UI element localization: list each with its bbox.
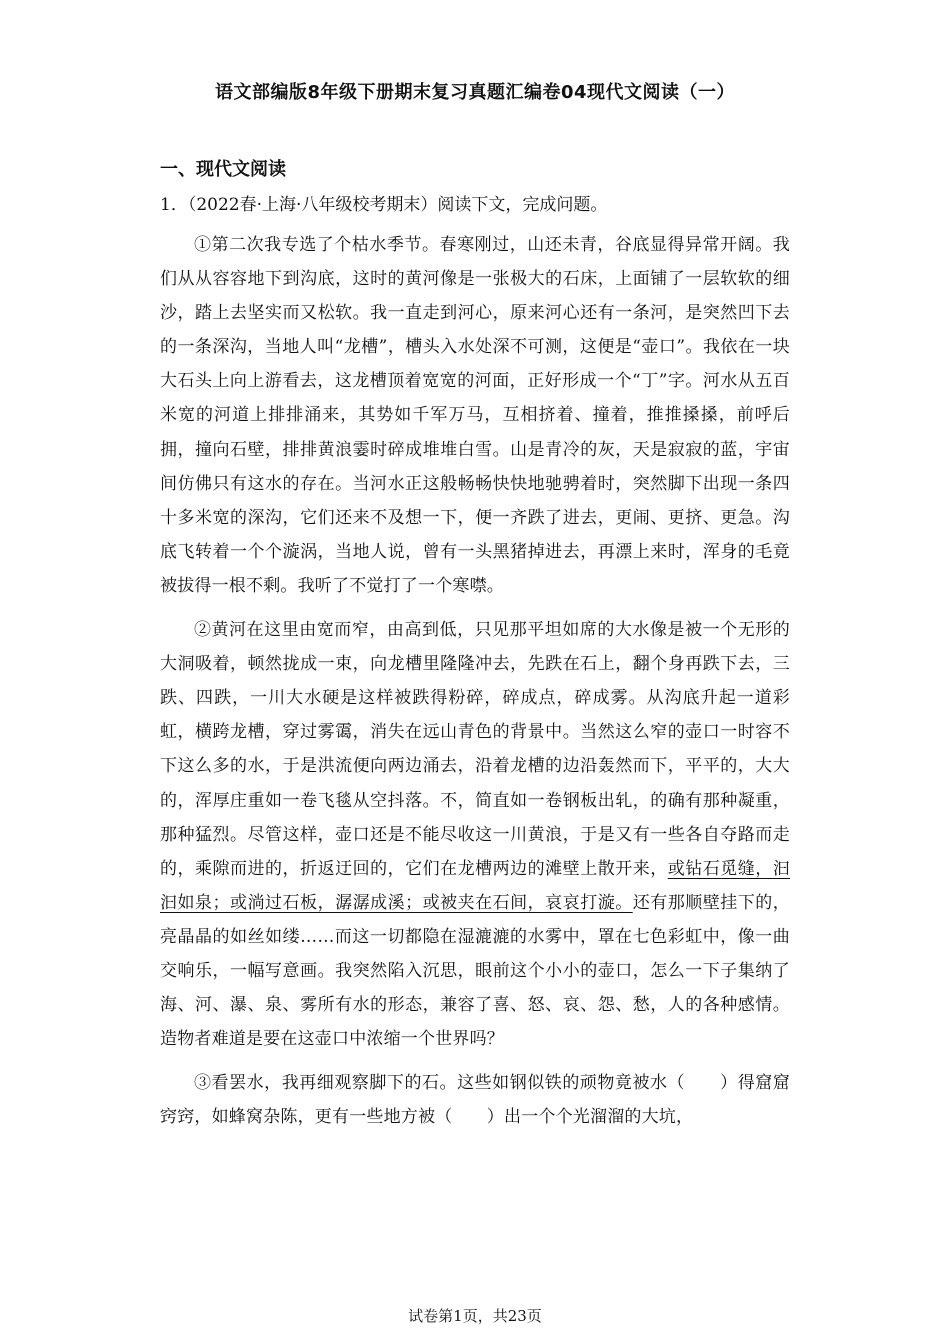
paragraph-1: ①第二次我专选了个枯水季节。春寒刚过，山还未青，谷底显得异常开阔。我们从从容容地下到沟底，这时的黄河像是一张极大的石床，上面铺了一层软软的细沙，踏上去坚实而又松软。我一直走到河心，原来河心还有一条河，是突然凹下去的一条深沟，当地人叫“龙槽”，槽头入水处深不可测，这便是“壶口”。我依在一块大石头上向上游看去，这龙槽顶着宽宽的河面，正好形成一个“丁”字。河水从五百米宽的河道上排排涌来，其势如千军万马，互相挤着、撞着，推推搡搡，前呼后拥，撞向石壁，排排黄浪霎时碎成堆堆白雪。山是青冷的灰，天是寂寂的蓝，宇宙间仿佛只有这水的存在。当河水正这般畅畅快快地驰骋着时，突然脚下出现一条四十多米宽的深沟，它们还来不及想一下，便一齐跌了进去，更闹、更挤、更急。沟底飞转着一个个漩涡，当地人说，曾有一头黑猪掉进去，再漂上来时，浑身的毛竟被拔得一根不剩。我听了不觉打了一个寒噤。	[160, 235, 790, 596]
paragraph-2-text-b: 还有那顺壁挂下的，亮晶晶的如丝如缕……而这一切都隐在湿漉漉的水雾中，罩在七色彩虹中，像一曲交响乐，一幅写意画。我突然陷入沉思，眼前这个小小的壶口，怎么一下子集纳了海、河、瀑、泉、雾所有水的形态，兼容了喜、怒、哀、怨、愁，人的各种感情。造物者难道是要在这壶口中浓缩一个世界吗？	[160, 892, 790, 1050]
page-footer: 试卷第1页，共23页	[408, 1307, 542, 1325]
reading-passage	[160, 228, 790, 1144]
question-prompt: 1．（2022春·上海·八年级校考期末）阅读下文，完成问题。	[160, 195, 608, 215]
document-title: 语文部编版8年级下册期末复习真题汇编卷04现代文阅读（一）	[214, 82, 736, 103]
paragraph-2	[160, 613, 790, 1056]
paragraph-2-text-a: ②黄河在这里由宽而窄，由高到低，只见那平坦如席的大水像是被一个无形的大洞吸着，顿然拢成一束，向龙槽里隆隆冲去，先跌在石上，翻个身再跌下去，三跌、四跌，一川大水硬是这样被跌得粉碎，碎成点，碎成雾。从沟底升起一道彩虹，横跨龙槽，穿过雾霭，消失在远山青色的背景中。当然这么窄的壶口一时容不下这么多的水，于是洪流便向两边涌去，沿着龙槽的边沿轰然而下，平平的，大大的，浑厚庄重如一卷飞毯从空抖落。不，简直如一卷钢板出轧，的确有那种凝重，那种猛烈。尽管这样，壶口还是不能尽收这一川黄浪，于是又有一些各自夺路而走的，乘隙而进的，折返迂回的，它们在龙槽两边的滩壁上散开来，	[160, 620, 790, 879]
underlined-sentence: 或钻石觅缝，汩汩如泉；或淌过石板，潺潺成溪；或被夹在石间，哀哀打漩。	[160, 858, 790, 913]
paragraph-3: ③看罢水，我再细观察脚下的石。这些如钢似铁的顽物竟被水（ ）得窟窟窍窍，如蜂窝杂陈，更有一些地方被（ ）出一个个光溜溜的大坑，	[160, 1073, 790, 1128]
section-heading: 一、现代文阅读	[160, 159, 286, 180]
